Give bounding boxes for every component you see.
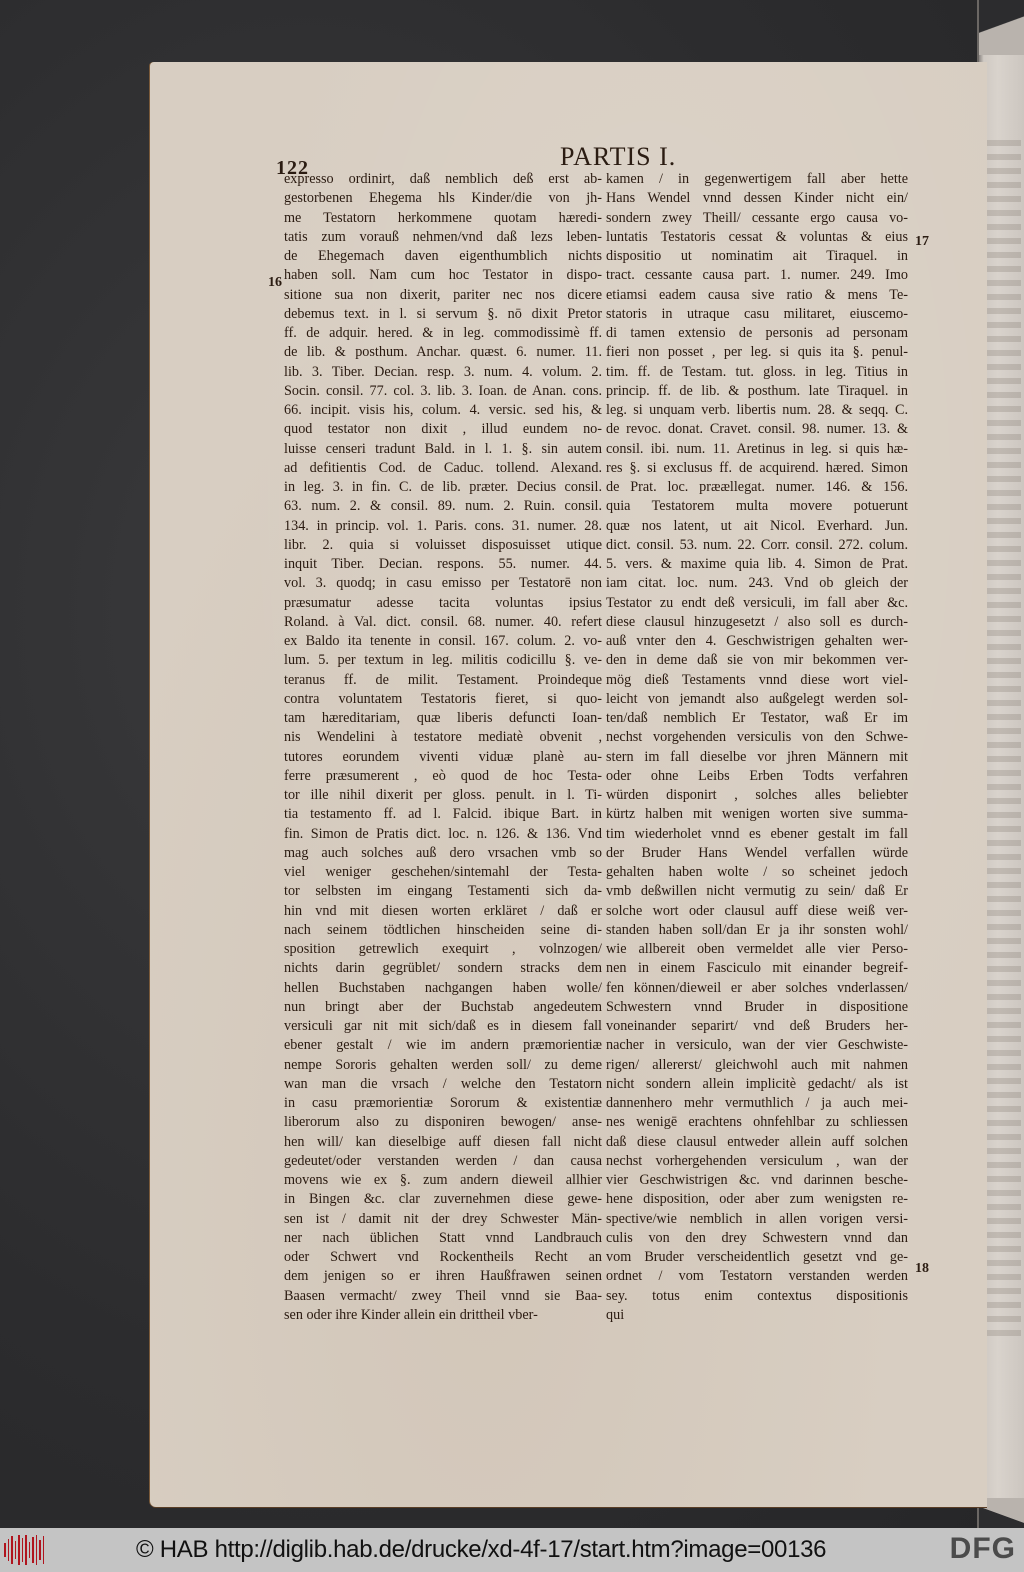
text-line: daß diese clausul entweder allein auff solchen [606, 1133, 908, 1150]
text-line: sitione sua non dixerit, pariter nec nos dicere [284, 286, 602, 303]
text-line: teranus ff. de milit. Testament. Proindeque [284, 671, 602, 688]
text-line: luisse censeri tradunt Bald. in l. 1. §. sin autem [284, 440, 602, 457]
text-line: gedeutet/oder verstanden werden / dan causa [284, 1152, 602, 1169]
text-line: voneinander separirt/ vnd deß Bruders her- [606, 1018, 908, 1034]
text-line: tor selbsten im eingang Testamenti sich da- [284, 883, 602, 900]
text-line: sen ist / damit nit der drey Schwester Män- [284, 1210, 602, 1227]
text-line: in casu præmorientiæ Sororum & existentiæ [284, 1095, 602, 1111]
page-number: 122 [276, 157, 309, 179]
text-line: nichts darin gegrüblet/ sondern stracks dem [284, 960, 602, 977]
text-line: auß vnter den 4. Geschwistrigen gehalten wer- [606, 633, 908, 649]
page-edge-top [979, 0, 1024, 55]
text-line: dem jenigen so er ihren Haußfrawen seinen [284, 1268, 602, 1285]
text-line: de lib. & posthum. Anchar. quæst. 6. numer. 11. [284, 344, 602, 361]
text-line: nun bringt aber der Buchstab angedeutem [284, 998, 602, 1015]
margin-number: 18 [915, 1261, 929, 1276]
text-line: de Ehegemach daven eigenthumblich nichts [284, 248, 602, 264]
text-line: versiculi gar nit mit sich/daß es in diesem fall [284, 1018, 602, 1034]
text-line: lum. 5. per textum in leg. militis codicillu §. ve- [284, 652, 602, 669]
text-line: expresso ordinirt, daß nemblich deß erst ab- [284, 171, 602, 187]
text-line: Roland. à Val. dict. consil. 68. numer. 40. refert [284, 613, 602, 630]
text-line: ex Baldo ita tenente in consil. 167. colum. 2. vo- [284, 633, 602, 649]
dfg-logo: DFG [949, 1532, 1016, 1565]
text-line: den in deme daß sie von mir bekommen ver- [606, 652, 908, 669]
text-line: debemus text. in l. si servum §. nō dixit Pretor [284, 305, 602, 322]
text-line: tam hæreditariam, quæ liberis defuncti Ioan- [284, 710, 602, 726]
text-line: tatis zum vorauß nehmen/vnd daß lezs leben- [284, 228, 602, 245]
text-line: de revoc. donat. Cravet. consil. 98. numer. 13. & [606, 421, 908, 438]
text-line: ad defitientis Cod. de Caduc. tollend. Alexand. [284, 459, 602, 476]
text-line: vmb deßwillen nicht vermutig zu sein/ daß Er [606, 883, 908, 900]
text-line: oder Schwert vnd Rockentheils Recht an [284, 1249, 602, 1265]
text-line: in leg. 3. in fin. C. de lib. præter. Decius consil. [284, 479, 602, 495]
text-line: tract. cessante causa part. 1. numer. 249. Imo [606, 267, 908, 284]
text-line: viel weniger geschehen/sintemahl der Testa- [284, 864, 602, 880]
text-line: wie allbereit oben vermeldet alle vier Perso- [606, 941, 908, 957]
text-line: nen in einem Fasciculo mit einander begreif- [606, 960, 908, 977]
text-line: hen will/ kan dieselbige auff diesen fall nicht [284, 1133, 602, 1150]
text-line: dispositio ut nominatim ait Tiraquel. in [606, 248, 908, 264]
text-line: fin. Simon de Pratis dict. loc. n. 126. & 136. Vnd [284, 825, 602, 842]
text-line: liberorum also zu disponiren bewogen/ anse- [284, 1114, 602, 1131]
text-line: quia Testatorem multa movere potuerunt [606, 498, 908, 515]
text-line: vier Geschwistrigen &c. vnd darinnen besche- [606, 1172, 908, 1188]
text-line: standen haben soll/dan Er ja ihr sonsten wohl/ [606, 921, 908, 938]
text-line: gestorbenen Ehegema hls Kinder/die von jh- [284, 190, 602, 207]
text-line: diese clausul hinzugesetzt / also soll es durch- [606, 613, 908, 630]
text-line: Testator zu endt deß versiculi, im fall aber &c. [606, 594, 908, 611]
text-line: tim. ff. de Testam. tut. gloss. in leg. Titius in [606, 363, 908, 380]
text-line: stern im fall dieselbe vor jhren Männern mit [606, 748, 908, 765]
text-line: nes wenigē erachtens ohnfehlbar zu schliessen [606, 1114, 908, 1131]
text-line: statoris in utraque casu militaret, eiuscemo- [606, 305, 908, 322]
margin-number: 17 [915, 234, 929, 249]
text-line: tim wiederholet vnnd es ebener gestalt im fall [606, 825, 908, 842]
text-line: haben soll. Nam cum hoc Testator in dispo- [284, 267, 602, 284]
text-line: mög dieß Testaments vnnd diese wort viel- [606, 671, 908, 688]
text-line: gehalten haben wolte / so scheinet jedoch [606, 864, 908, 880]
text-line: vol. 3. quodq; in casu emisso per Testatorē non [284, 575, 602, 592]
book-page [150, 62, 987, 1507]
text-line: spective/wie nemblich in allen vorigen versi- [606, 1210, 908, 1227]
text-line: nis Wendelini à testatore mediatè obvenit , [284, 729, 602, 746]
text-line: kürtz halben mit wenigen worten sive summa- [606, 806, 908, 823]
hab-logo-icon [4, 1534, 44, 1566]
text-line: de Prat. loc. præællegat. numer. 146. & 156. [606, 479, 908, 495]
text-line: luntatis Testatoris cessat & voluntas & eius [606, 228, 908, 245]
text-line: nicht sondern allein implicitè gedacht/ als ist [606, 1075, 908, 1092]
text-line: solche wort oder clausul auff diese weiß ver- [606, 902, 908, 919]
text-line: vom Bruder verscheidentlich gesetzt vnd ge- [606, 1249, 908, 1265]
text-line: ten/daß nemblich Er Testator, waß Er im [606, 710, 908, 726]
text-line: würden disponirt , solches alles beliebter [606, 787, 908, 803]
text-line: leg. si unquam verb. libertis num. 28. & seqq. C. [606, 402, 908, 418]
text-line: nacher in versiculo, wan der vier Geschwiste- [606, 1037, 908, 1054]
text-line: me Testatorn herkommene quotam hæredi- [284, 209, 602, 226]
text-line: Socin. consil. 77. col. 3. lib. 3. Ioan. de Anan. cons. [284, 382, 602, 399]
text-line: ebener gestalt / wie im andern præmorientiæ [284, 1037, 602, 1054]
text-line: hin vnd mit diesen worten erkläret / daß er [284, 902, 602, 919]
text-line: fen können/dieweil er aber solches vnderlassen/ [606, 979, 908, 996]
text-line: princip. ff. de lib. & posthum. late Tiraquel. in [606, 382, 908, 399]
left-text-column [284, 170, 602, 1325]
text-line: 63. num. 2. & consil. 89. num. 2. Ruin. consil. [284, 498, 602, 515]
text-line: culis von den drey Schwestern vnnd dan [606, 1229, 908, 1246]
text-line: rigen/ allererst/ gleichwohl auch mit nahmen [606, 1056, 908, 1073]
margin-number: 16 [268, 275, 282, 290]
text-line: tor ille nihil dixerit per gloss. penult. in l. Ti- [284, 787, 602, 803]
text-line: quod testator non dixit , illud eundem no- [284, 421, 602, 438]
text-line: fieri non posset , per leg. si quis ita §. penul- [606, 344, 908, 361]
text-line: inquit Tiber. Decian. respons. 55. numer. 44. [284, 556, 602, 572]
text-line: libr. 2. quia si voluisset disposuisset utique [284, 536, 602, 553]
text-line: ordnet / vom Testatorn verstanden werden [606, 1268, 908, 1285]
text-line: der Bruder Hans Wendel verfallen würde [606, 844, 908, 861]
text-line: di tamen extensio de personis ad personam [606, 325, 908, 341]
text-line: præsumatur adesse tacita voluntas ipsius [284, 594, 602, 611]
text-line: lib. 3. Tiber. Decian. resp. 3. num. 4. volum. 2. [284, 363, 602, 380]
text-line: nach seinem tödtlichen hinscheiden seine di- [284, 921, 602, 938]
text-line: sey. totus enim contextus dispositionis [606, 1287, 908, 1304]
text-line: tutores eorundem viventi viduæ planè au- [284, 748, 602, 765]
text-line: dannenhero mehr vermuthlich / ja auch mei- [606, 1095, 908, 1111]
text-line: ferre præsumerent , eò quod de hoc Testa- [284, 767, 602, 784]
text-line: res §. si exclusus ff. de acquirend. hæred. Simon [606, 459, 908, 476]
text-line: kamen / in gegenwertigem fall aber hette [606, 171, 908, 187]
text-line: Hans Wendel vnnd dessen Kinder nicht ein/ [606, 190, 908, 207]
text-line: tia testamento ff. ad l. Falcid. ibique Bart. in [284, 806, 602, 823]
bleed-through-text [985, 140, 1021, 1340]
text-line: sondern zwey Theill/ cessante ergo causa vo- [606, 209, 908, 226]
text-line: movens wie ex §. zum andern dieweil allhier [284, 1172, 602, 1188]
right-text-column [606, 170, 908, 1325]
text-line: hene disposition, oder aber zum wenigsten re- [606, 1191, 908, 1208]
copyright-link[interactable]: © HAB http://diglib.hab.de/drucke/xd-4f-17/start.htm?image=00136 [136, 1536, 827, 1563]
text-line: in Bingen &c. clar zuvernehmen diese gewe- [284, 1191, 602, 1208]
text-line: quæ nos latent, ut ait Nicol. Everhard. Jun. [606, 517, 908, 534]
text-line: sposition getrewlich exequirt , volnzogen/ [284, 941, 602, 957]
text-line: sen oder ihre Kinder allein ein drittheil vber- [284, 1306, 538, 1323]
text-line: consil. ibi. num. 11. Aretinus in leg. si quis hæ- [606, 440, 908, 457]
text-line: oder ohne Leibs Erben Todts verfahren [606, 767, 908, 784]
text-line: nechst vorhergehenden versiculum , wan der [606, 1152, 908, 1169]
text-line: 5. vers. & maxime quia lib. 4. Simon de Prat. [606, 556, 908, 572]
running-head: PARTIS I. [560, 142, 677, 171]
text-line: ner nach üblichen Statt vnnd Landbrauch [284, 1229, 602, 1246]
text-line: 66. incipit. visis his, colum. 4. versic. sed his, & [284, 402, 602, 418]
text-line: Baasen vermacht/ zwey Theil vnnd sie Baa- [284, 1287, 602, 1304]
text-line: dict. consil. 53. num. 22. Corr. consil. 272. colum. [606, 536, 908, 553]
text-line: hellen Buchstaben nachgangen haben wolle/ [284, 979, 602, 996]
text-line: iam citat. loc. num. 243. Vnd ob gleich der [606, 575, 908, 592]
text-line: 134. in princip. vol. 1. Paris. cons. 31. numer. 28. [284, 517, 602, 534]
text-line: mag auch solches auß dero vrsachen vmb so [284, 844, 602, 861]
text-line: contra voluntatem Testatoris fieret, si quo- [284, 690, 602, 707]
text-line: ff. de adquir. hered. & in leg. commodissimè ff. [284, 325, 602, 341]
text-line: nechst vorgehenden versiculis von den Schwe- [606, 729, 908, 746]
text-line: qui [606, 1306, 625, 1323]
text-line: leicht von jemandt also außgelegt werden sol- [606, 690, 908, 707]
text-line: etiamsi eadem causa sive ratio & mens Te- [606, 286, 908, 303]
text-line: wan man die vrsach / welche den Testatorn [284, 1075, 602, 1092]
footer-bar [0, 1528, 1024, 1572]
text-line: Schwestern vnnd Bruder in dispositione [606, 998, 908, 1015]
text-line: nempe Sororis gehalten werden soll/ zu deme [284, 1056, 602, 1073]
